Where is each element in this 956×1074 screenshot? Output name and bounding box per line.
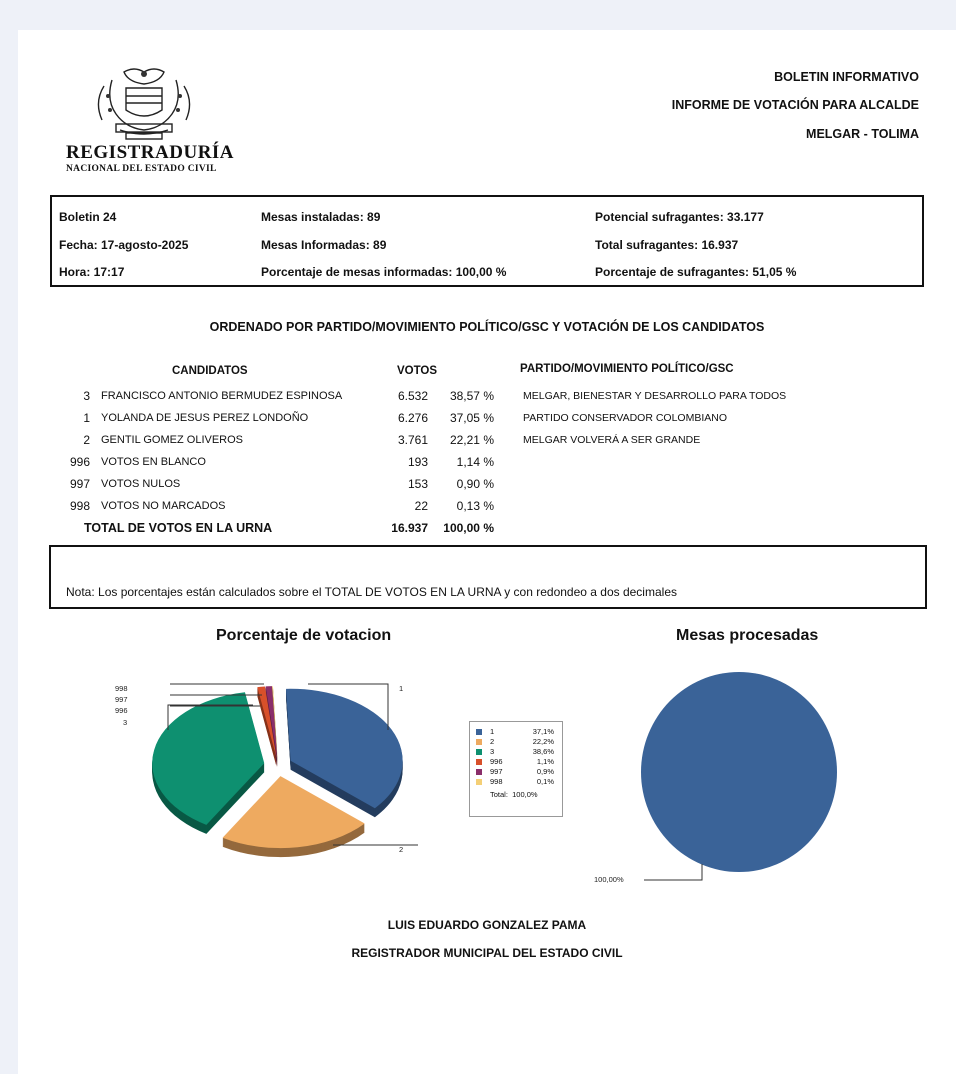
reported-tables-percent: Porcentaje de mesas informadas: 100,00 % (261, 265, 507, 279)
legend-swatch (476, 749, 482, 755)
vote-chart-legend (469, 721, 563, 817)
slice-label-2: 2 (399, 845, 404, 854)
coat-of-arms-icon (64, 66, 234, 150)
candidate-percent: 38,57 % (449, 389, 494, 403)
candidate-percent: 0,90 % (456, 477, 494, 491)
bulletin-heading: BOLETIN INFORMATIVO (774, 70, 919, 84)
legend-label: 998 (490, 777, 503, 786)
total-voters: Total sufragantes: 16.937 (595, 238, 739, 252)
candidate-percent: 37,05 % (449, 411, 494, 425)
candidate-name: VOTOS NULOS (101, 478, 181, 490)
slice-label-3: 3 (123, 718, 128, 727)
legend-total (490, 790, 538, 799)
pie-slice-processed (641, 672, 837, 872)
candidate-votes: 6.276 (397, 411, 428, 425)
legend-value: 1,1% (536, 757, 554, 766)
candidate-votes: 6.532 (397, 389, 428, 403)
slice-label-997: 997 (115, 695, 128, 704)
table-row (18, 451, 956, 473)
candidate-percent: 0,13 % (456, 499, 494, 513)
table-total-row (18, 517, 956, 539)
candidate-votes: 3.761 (397, 433, 428, 447)
candidate-code: 2 (83, 433, 90, 447)
report-date: Fecha: 17-agosto-2025 (59, 238, 189, 252)
registrar-role: REGISTRADOR MUNICIPAL DEL ESTADO CIVIL (351, 946, 623, 960)
legend-value: 22,2% (532, 737, 554, 746)
legend-item (476, 737, 554, 746)
candidate-party: PARTIDO CONSERVADOR COLOMBIANO (523, 412, 728, 424)
candidate-party: MELGAR VOLVERÁ A SER GRANDE (523, 434, 701, 446)
summary-box (50, 195, 924, 287)
leader-line-processed (644, 864, 702, 880)
legend-label: 3 (490, 747, 495, 756)
legend-label: 1 (490, 727, 495, 736)
candidate-party: MELGAR, BIENESTAR Y DESARROLLO PARA TODOS (523, 390, 787, 402)
total-percent: 100,00 % (443, 521, 494, 535)
bulletin-page (18, 30, 956, 1074)
logo-subtitle: NACIONAL DEL ESTADO CIVIL (66, 164, 217, 174)
vote-chart-title: Porcentaje de votacion (216, 627, 392, 644)
candidate-code: 996 (69, 455, 90, 469)
vote-pie-chart (98, 675, 418, 865)
table-row (18, 495, 956, 517)
slice-label-1: 1 (399, 684, 404, 693)
turnout-percent: Porcentaje de sufragantes: 51,05 % (595, 265, 797, 279)
registraduria-logo (64, 66, 234, 176)
legend-swatch (476, 739, 482, 745)
note-box (49, 545, 927, 609)
potential-voters: Potencial sufragantes: 33.177 (595, 210, 764, 224)
candidate-name: VOTOS EN BLANCO (101, 456, 206, 468)
legend-value: 38,6% (532, 747, 554, 756)
candidate-votes: 153 (407, 477, 428, 491)
legend-total-label: Total: (490, 790, 508, 799)
report-title: INFORME DE VOTACIÓN PARA ALCALDE (671, 98, 919, 112)
slice-label-998: 998 (115, 684, 128, 693)
candidate-name: GENTIL GOMEZ OLIVEROS (101, 434, 244, 446)
legend-label: 2 (490, 737, 495, 746)
candidate-percent: 22,21 % (449, 433, 494, 447)
registrar-name: LUIS EDUARDO GONZALEZ PAMA (387, 918, 587, 932)
legend-swatch (476, 759, 482, 765)
legend-swatch (476, 729, 482, 735)
tables-chart-title: Mesas procesadas (676, 627, 819, 644)
candidate-code: 997 (69, 477, 90, 491)
col-party: PARTIDO/MOVIMIENTO POLÍTICO/GSC (520, 363, 734, 375)
logo-title: REGISTRADURÍA (66, 142, 235, 163)
candidate-votes: 193 (407, 455, 428, 469)
legend-value: 0,9% (536, 767, 554, 776)
slice-label-996: 996 (115, 706, 128, 715)
reported-tables: Mesas Informadas: 89 (261, 238, 387, 252)
candidate-code: 3 (83, 389, 90, 403)
section-title: ORDENADO POR PARTIDO/MOVIMIENTO POLÍTICO/GSC Y VOTACIÓN DE LOS CANDIDATOS (209, 320, 765, 334)
installed-tables: Mesas instaladas: 89 (261, 210, 381, 224)
table-row (18, 385, 956, 407)
candidate-name: FRANCISCO ANTONIO BERMUDEZ ESPINOSA (101, 390, 343, 402)
col-candidates: CANDIDATOS (172, 365, 248, 377)
legend-value: 0,1% (536, 777, 554, 786)
table-row (18, 407, 956, 429)
report-time: Hora: 17:17 (59, 265, 125, 279)
total-label: TOTAL DE VOTOS EN LA URNA (84, 521, 273, 535)
candidate-code: 1 (83, 411, 90, 425)
candidate-code: 998 (69, 499, 90, 513)
col-votes: VOTOS (397, 365, 438, 377)
table-row (18, 473, 956, 495)
legend-swatch (476, 779, 482, 785)
legend-item (476, 747, 554, 756)
legend-item (476, 727, 554, 736)
legend-item (476, 767, 554, 776)
legend-total-value: 100,0% (512, 790, 538, 799)
legend-item (476, 777, 554, 786)
candidate-votes: 22 (414, 499, 428, 513)
total-votes: 16.937 (391, 521, 428, 535)
bulletin-number: Boletin 24 (59, 210, 117, 224)
candidate-percent: 1,14 % (456, 455, 494, 469)
table-row (18, 429, 956, 451)
legend-item (476, 757, 554, 766)
municipality: MELGAR - TOLIMA (806, 127, 919, 141)
legend-label: 997 (490, 767, 503, 776)
legend-swatch (476, 769, 482, 775)
tables-pie-chart (578, 660, 858, 890)
candidate-name: YOLANDA DE JESUS PEREZ LONDOÑO (101, 412, 309, 424)
slice-label-processed: 100,00% (594, 875, 624, 884)
note-text: Nota: Los porcentajes están calculados sobre el TOTAL DE VOTOS EN LA URNA y con redondeo a dos decimales (66, 585, 677, 599)
legend-label: 996 (490, 757, 503, 766)
candidate-name: VOTOS NO MARCADOS (101, 500, 226, 512)
results-table (18, 385, 956, 545)
legend-value: 37,1% (532, 727, 554, 736)
